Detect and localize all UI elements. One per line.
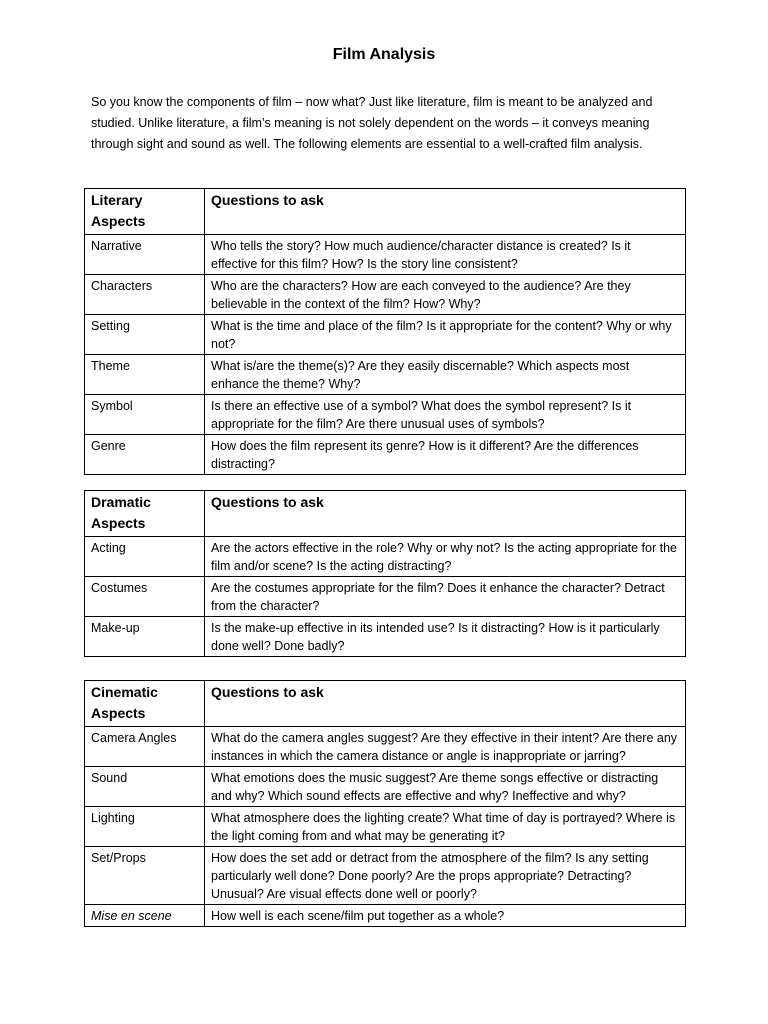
questions-cell: What atmosphere does the lighting create? What time of day is portrayed? Where is the light coming from and what may be generating it? bbox=[205, 807, 686, 847]
aspect-cell: Narrative bbox=[85, 235, 205, 275]
aspect-cell: Costumes bbox=[85, 577, 205, 617]
cinematic-aspects-table bbox=[84, 680, 686, 927]
header-aspect: Cinematic Aspects bbox=[85, 681, 205, 727]
table-header-row bbox=[85, 189, 686, 235]
questions-cell: How well is each scene/film put together as a whole? bbox=[205, 905, 686, 927]
aspect-cell: Sound bbox=[85, 767, 205, 807]
table-row bbox=[85, 275, 686, 315]
page-title: Film Analysis bbox=[332, 46, 436, 63]
table-header-row bbox=[85, 681, 686, 727]
table-row bbox=[85, 727, 686, 767]
questions-cell: Are the costumes appropriate for the film? Does it enhance the character? Detract from the character? bbox=[205, 577, 686, 617]
header-aspect: Literary Aspects bbox=[85, 189, 205, 235]
table-row bbox=[85, 807, 686, 847]
aspect-cell: Set/Props bbox=[85, 847, 205, 905]
header-questions: Questions to ask bbox=[205, 491, 686, 537]
table-row bbox=[85, 905, 686, 927]
questions-cell: What is the time and place of the film? Is it appropriate for the content? Why or why not? bbox=[205, 315, 686, 355]
aspect-cell: Setting bbox=[85, 315, 205, 355]
dramatic-aspects-table bbox=[84, 490, 686, 657]
questions-cell: Is the make-up effective in its intended use? Is it distracting? How is it particularly done well? Done badly? bbox=[205, 617, 686, 657]
table-row bbox=[85, 315, 686, 355]
questions-cell: Who tells the story? How much audience/character distance is created? Is it effective for this film? How? Is the story line consistent? bbox=[205, 235, 686, 275]
table-header-row bbox=[85, 491, 686, 537]
table-row bbox=[85, 435, 686, 475]
aspect-cell: Genre bbox=[85, 435, 205, 475]
aspect-cell: Symbol bbox=[85, 395, 205, 435]
aspect-cell: Acting bbox=[85, 537, 205, 577]
aspect-cell: Characters bbox=[85, 275, 205, 315]
questions-cell: Is there an effective use of a symbol? What does the symbol represent? Is it appropriate for the film? Are there unusual uses of symbols? bbox=[205, 395, 686, 435]
table-row bbox=[85, 395, 686, 435]
questions-cell: How does the set add or detract from the atmosphere of the film? Is any setting particularly well done? Done poorly? Are the props appropriate? Detracting? Unusual? Are visual effects done well or poorly? bbox=[205, 847, 686, 905]
aspect-cell: Mise en scene bbox=[85, 905, 205, 927]
aspect-cell: Theme bbox=[85, 355, 205, 395]
aspect-cell: Camera Angles bbox=[85, 727, 205, 767]
header-aspect: Dramatic Aspects bbox=[85, 491, 205, 537]
header-questions: Questions to ask bbox=[205, 681, 686, 727]
aspect-cell: Lighting bbox=[85, 807, 205, 847]
table-row bbox=[85, 767, 686, 807]
questions-cell: Who are the characters? How are each conveyed to the audience? Are they believable in the context of the film? How? Why? bbox=[205, 275, 686, 315]
table-row bbox=[85, 355, 686, 395]
header-questions: Questions to ask bbox=[205, 189, 686, 235]
aspect-cell: Make-up bbox=[85, 617, 205, 657]
questions-cell: How does the film represent its genre? How is it different? Are the differences distracting? bbox=[205, 435, 686, 475]
table-row bbox=[85, 617, 686, 657]
table-row bbox=[85, 577, 686, 617]
questions-cell: Are the actors effective in the role? Why or why not? Is the acting appropriate for the film and/or scene? Is the acting distracting? bbox=[205, 537, 686, 577]
table-row bbox=[85, 847, 686, 905]
table-row bbox=[85, 537, 686, 577]
questions-cell: What do the camera angles suggest? Are they effective in their intent? Are there any instances in which the camera distance or angle is inappropriate or jarring? bbox=[205, 727, 686, 767]
intro-paragraph: So you know the components of film – now what? Just like literature, film is meant to be analyzed and studied. Unlike literature, a film’s meaning is not solely dependent on the words – it conveys meaning through sight and sound as well. The following elements are essential to a well-crafted film analysis. bbox=[91, 95, 653, 151]
questions-cell: What emotions does the music suggest? Are theme songs effective or distracting and why? Which sound effects are effective and why? Ineffective and why? bbox=[205, 767, 686, 807]
table-row bbox=[85, 235, 686, 275]
questions-cell: What is/are the theme(s)? Are they easily discernable? Which aspects most enhance the theme? Why? bbox=[205, 355, 686, 395]
literary-aspects-table bbox=[84, 188, 686, 475]
